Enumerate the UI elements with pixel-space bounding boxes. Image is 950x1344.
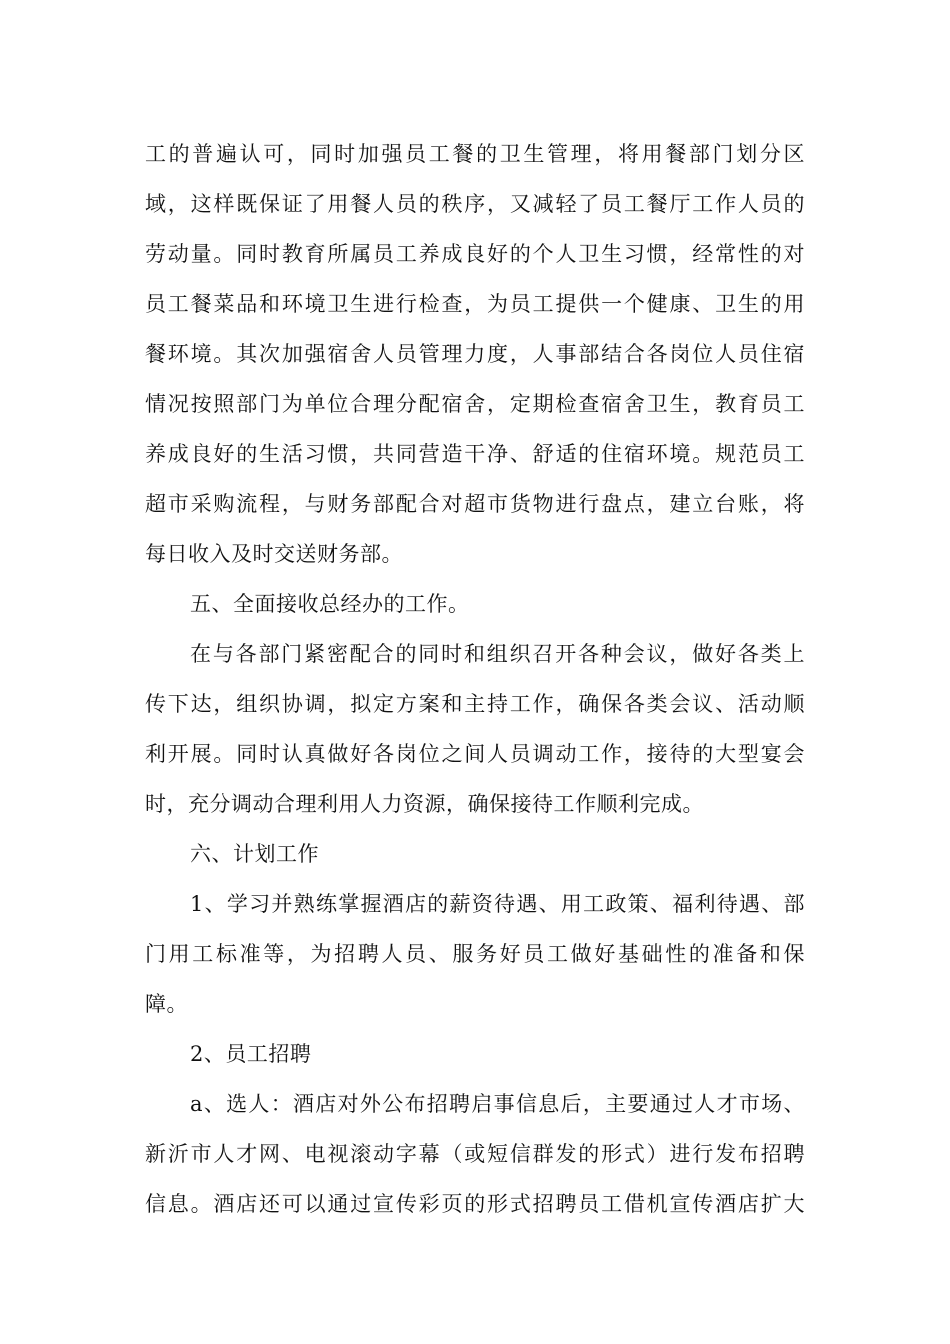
text-line: 餐环境。其次加强宿舍人员管理力度，人事部结合各岗位人员住宿 (145, 342, 805, 366)
text-line: 传下达，组织协调，拟定方案和主持工作，确保各类会议、活动顺 (145, 692, 805, 716)
text-line: 利开展。同时认真做好各岗位之间人员调动工作，接待的大型宴会 (145, 742, 805, 766)
text-line: 情况按照部门为单位合理分配宿舍，定期检查宿舍卫生，教育员工 (145, 392, 805, 416)
section-heading: 五、全面接收总经办的工作。 (190, 592, 470, 616)
list-item: a、选人：酒店对外公布招聘启事信息后，主要通过人才市场、 (190, 1092, 805, 1116)
text-line: 员工餐菜品和环境卫生进行检查，为员工提供一个健康、卫生的用 (145, 292, 805, 316)
text-line: 障。 (145, 992, 188, 1016)
list-item: 1、学习并熟练掌握酒店的薪资待遇、用工政策、福利待遇、部 (190, 892, 805, 916)
section-heading: 六、计划工作 (190, 842, 319, 866)
text-line: 在与各部门紧密配合的同时和组织召开各种会议，做好各类上 (190, 642, 805, 666)
text-line: 工的普遍认可，同时加强员工餐的卫生管理，将用餐部门划分区 (145, 142, 805, 166)
text-line: 养成良好的生活习惯，共同营造干净、舒适的住宿环境。规范员工 (145, 442, 805, 466)
text-line: 新沂市人才网、电视滚动字幕（或短信群发的形式）进行发布招聘 (145, 1142, 805, 1166)
text-line: 域，这样既保证了用餐人员的秩序，又减轻了员工餐厅工作人员的 (145, 192, 805, 216)
list-item: 2、员工招聘 (190, 1042, 312, 1066)
text-line: 超市采购流程，与财务部配合对超市货物进行盘点，建立台账，将 (145, 492, 805, 516)
text-line: 时，充分调动合理利用人力资源，确保接待工作顺利完成。 (145, 792, 704, 816)
text-line: 每日收入及时交送财务部。 (145, 542, 403, 566)
text-line: 劳动量。同时教育所属员工养成良好的个人卫生习惯，经常性的对 (145, 242, 805, 266)
text-line: 信息。酒店还可以通过宣传彩页的形式招聘员工借机宣传酒店扩大 (145, 1192, 805, 1216)
text-line: 门用工标准等，为招聘人员、服务好员工做好基础性的准备和保 (145, 942, 805, 966)
